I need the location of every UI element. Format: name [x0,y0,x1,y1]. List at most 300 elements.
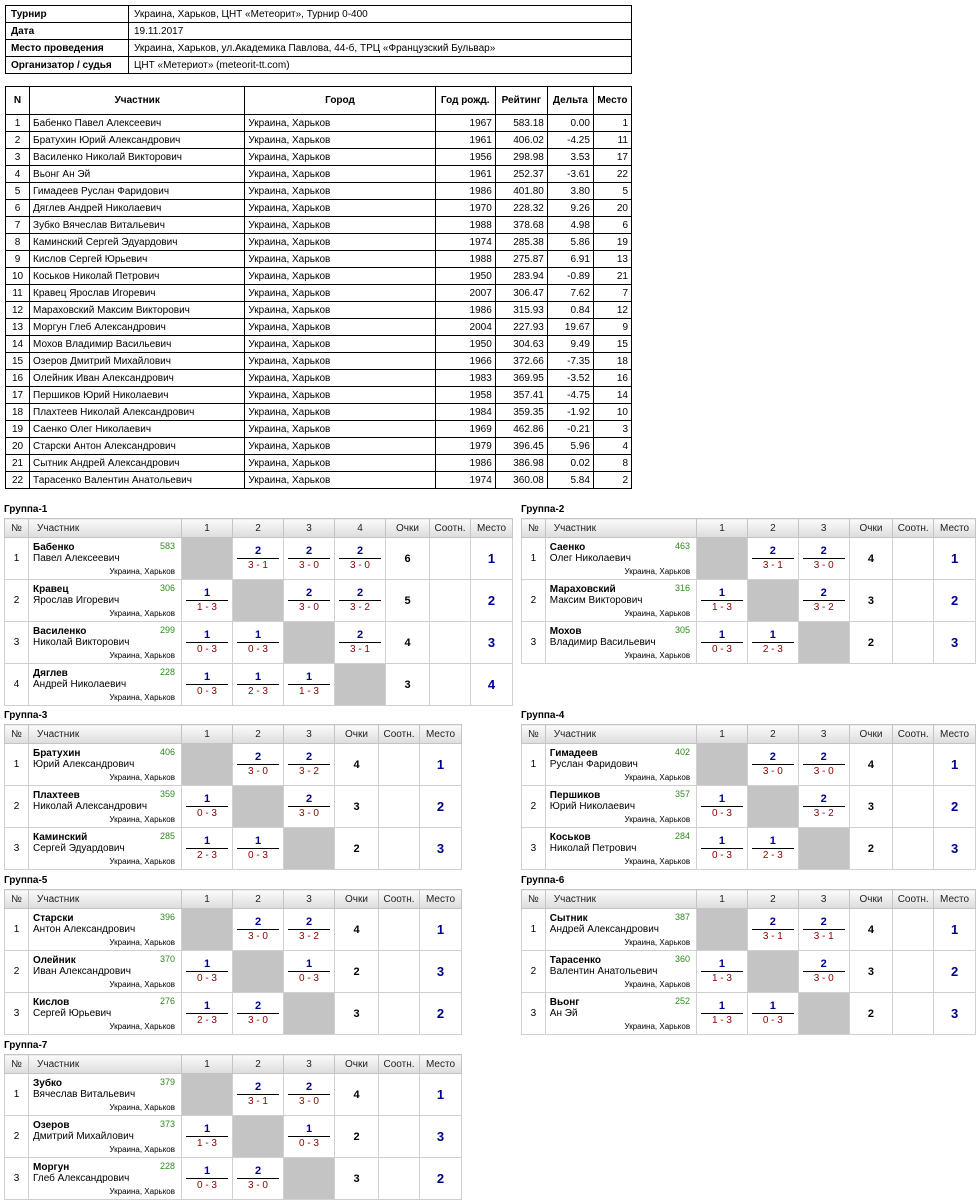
cell-place: 6 [593,217,631,234]
cell-birth-year: 1986 [435,302,495,319]
match-sets: 3 - 2 [349,602,370,613]
match-result-cell[interactable] [697,993,748,1035]
match-result-cell[interactable] [747,828,798,870]
player-cell[interactable] [29,1074,182,1116]
player-rating: 359 [159,789,175,799]
match-sets: 0 - 3 [762,1015,783,1026]
cell-place: 13 [593,251,631,268]
match-score [701,835,743,862]
table-row [6,404,632,421]
cell-no: 10 [6,268,30,285]
match-result-cell[interactable] [233,664,284,706]
player-points: 2 [849,993,893,1035]
col-header-participant: Участник [545,725,696,744]
match-result-cell[interactable] [697,622,748,664]
player-name: Антон Александрович [33,924,136,935]
match-result-cell[interactable] [798,538,849,580]
col-header-delta: Дельта [547,87,593,115]
match-result-cell[interactable] [798,744,849,786]
match-score [752,751,794,778]
cell-city: Украина, Харьков [245,285,435,302]
match-result-cell[interactable] [284,744,335,786]
match-points: 1 [288,1123,330,1137]
cell-no: 21 [6,455,30,472]
cell-place: 11 [593,132,631,149]
group-row [522,909,976,951]
group-row [5,580,513,622]
match-score [288,751,330,778]
player-place: 3 [420,828,462,870]
player-cell[interactable] [545,909,696,951]
info-row-organizer [6,57,632,74]
table-row [6,166,632,183]
col-header-ratio: Соотн. [893,725,934,744]
cell-rating: 583.18 [495,115,547,132]
match-result-cell[interactable] [747,909,798,951]
cell-place: 16 [593,370,631,387]
match-result-cell[interactable] [233,744,284,786]
cell-rating: 359.35 [495,404,547,421]
group-header-row [5,519,513,538]
player-place: 2 [934,951,976,993]
player-number: 2 [5,580,29,622]
col-header-points: Очки [386,519,430,538]
match-sets: 0 - 3 [196,686,217,697]
cell-birth-year: 1958 [435,387,495,404]
match-score [752,916,794,943]
match-result-cell[interactable] [284,786,335,828]
match-points: 2 [288,916,330,930]
player-cell[interactable] [545,580,696,622]
player-cell[interactable] [545,828,696,870]
cell-birth-year: 1961 [435,132,495,149]
match-sets: 3 - 1 [247,560,268,571]
col-header-opponent: 1 [182,890,233,909]
match-result-cell[interactable] [233,1074,284,1116]
player-cell[interactable] [545,951,696,993]
player-ratio [379,1158,420,1200]
player-rating: 360 [675,954,691,964]
player-name: Олег Николаевич [549,553,631,564]
player-rating: 402 [675,747,691,757]
match-score [186,629,228,656]
match-sets: 1 - 3 [711,602,732,613]
match-sets: 2 - 3 [196,850,217,861]
group-row [5,951,462,993]
player-name: Сергей Юрьевич [33,1008,112,1019]
player-name: Ярослав Игоревич [33,595,120,606]
player-surname: Кислов [33,997,70,1008]
match-result-cell[interactable] [747,538,798,580]
table-row [6,387,632,404]
group-row [522,622,976,664]
player-ratio [430,580,471,622]
group-block [521,503,976,664]
cell-city: Украина, Харьков [245,217,435,234]
player-surname: Мараховский [549,584,616,595]
match-result-cell[interactable] [284,580,335,622]
table-row [6,319,632,336]
match-result-cell[interactable] [284,951,335,993]
cell-participant: Старски Антон Александрович [30,438,245,455]
player-number: 3 [522,622,546,664]
match-result-cell[interactable] [697,828,748,870]
player-city: Украина, Харьков [109,980,175,989]
player-name: Владимир Васильевич [549,637,656,648]
match-points: 1 [752,835,794,849]
col-header-place: Место [420,725,462,744]
col-header-no: № [522,725,546,744]
match-result-cell[interactable] [284,664,335,706]
col-header-opponent: 1 [182,725,233,744]
col-header-ratio: Соотн. [893,519,934,538]
player-number: 1 [5,909,29,951]
player-cell[interactable] [545,538,696,580]
cell-city: Украина, Харьков [245,251,435,268]
group-block [521,874,976,1035]
player-cell[interactable] [545,744,696,786]
cell-participant: Коськов Николай Петрович [30,268,245,285]
table-row [6,302,632,319]
match-sets: 3 - 0 [762,766,783,777]
match-score [237,1081,279,1108]
cell-delta: 3.80 [547,183,593,200]
match-points: 1 [186,1123,228,1137]
cell-city: Украина, Харьков [245,455,435,472]
self-match-cell [182,538,233,580]
group-block [4,874,462,1035]
group-table [521,724,976,870]
cell-no: 19 [6,421,30,438]
match-result-cell[interactable] [182,622,233,664]
group-header-row [5,725,462,744]
cell-no: 9 [6,251,30,268]
group-header-row [522,890,976,909]
player-number: 3 [522,828,546,870]
match-sets: 3 - 0 [813,766,834,777]
match-sets: 0 - 3 [247,644,268,655]
match-result-cell[interactable] [182,1158,233,1200]
match-result-cell[interactable] [747,993,798,1035]
cell-rating: 315.93 [495,302,547,319]
cell-participant: Кравец Ярослав Игоревич [30,285,245,302]
info-value: 19.11.2017 [129,23,632,40]
player-ratio [430,622,471,664]
player-cell[interactable] [29,580,182,622]
match-result-cell[interactable] [182,951,233,993]
player-surname: Братухин [33,748,81,759]
col-header-opponent: 1 [697,519,748,538]
match-sets: 1 - 3 [298,686,319,697]
cell-rating: 298.98 [495,149,547,166]
cell-birth-year: 1974 [435,472,495,489]
player-points: 3 [849,786,893,828]
match-result-cell[interactable] [747,622,798,664]
match-result-cell[interactable] [284,1074,335,1116]
player-number: 1 [5,1074,29,1116]
col-header-opponent: 2 [747,519,798,538]
table-row [6,234,632,251]
match-points: 1 [752,629,794,643]
match-sets: 3 - 1 [247,1096,268,1107]
match-points: 1 [701,835,743,849]
col-header-points: Очки [849,890,893,909]
match-result-cell[interactable] [233,828,284,870]
match-score [752,835,794,862]
match-points: 2 [803,916,845,930]
group-title: Группа-7 [4,1040,48,1051]
group-row [5,993,462,1035]
match-result-cell[interactable] [335,580,386,622]
player-rating: 228 [159,1161,175,1171]
player-cell[interactable] [29,1158,182,1200]
player-points: 2 [335,1116,379,1158]
player-points: 2 [849,622,893,664]
match-result-cell[interactable] [233,538,284,580]
match-points: 2 [803,587,845,601]
group-row [5,1074,462,1116]
match-result-cell[interactable] [798,951,849,993]
match-result-cell[interactable] [233,909,284,951]
player-place: 2 [420,993,462,1035]
player-place: 3 [934,828,976,870]
player-points: 4 [849,909,893,951]
player-rating: 305 [675,625,691,635]
player-ratio [893,744,934,786]
player-number: 1 [5,538,29,580]
match-score [237,545,279,572]
player-place: 2 [934,580,976,622]
player-cell[interactable] [545,786,696,828]
cell-birth-year: 1983 [435,370,495,387]
match-score [237,916,279,943]
match-result-cell[interactable] [182,664,233,706]
match-sets: 3 - 0 [813,560,834,571]
match-score [237,1000,279,1027]
match-result-cell[interactable] [697,580,748,622]
player-cell[interactable] [545,622,696,664]
group-row [5,622,513,664]
cell-delta: -0.21 [547,421,593,438]
cell-delta: 9.26 [547,200,593,217]
match-result-cell[interactable] [182,1116,233,1158]
match-result-cell[interactable] [697,786,748,828]
player-surname: Саенко [549,542,586,553]
match-sets: 3 - 0 [247,1015,268,1026]
player-surname: Гимадеев [549,748,598,759]
self-match-cell [182,1074,233,1116]
player-cell[interactable] [29,622,182,664]
match-result-cell[interactable] [335,622,386,664]
cell-birth-year: 2004 [435,319,495,336]
match-result-cell[interactable] [335,538,386,580]
match-result-cell[interactable] [182,786,233,828]
player-name: Дмитрий Михайлович [33,1131,134,1142]
cell-place: 22 [593,166,631,183]
cell-city: Украина, Харьков [245,421,435,438]
cell-birth-year: 1950 [435,268,495,285]
cell-delta: 0.00 [547,115,593,132]
match-score [752,545,794,572]
player-number: 2 [522,786,546,828]
player-cell[interactable] [29,744,182,786]
col-header-participant: Участник [29,890,182,909]
cell-birth-year: 1950 [435,336,495,353]
self-match-cell [697,538,748,580]
cell-delta: -3.52 [547,370,593,387]
cell-place: 3 [593,421,631,438]
table-row [6,268,632,285]
player-city: Украина, Харьков [109,1187,175,1196]
cell-birth-year: 1986 [435,455,495,472]
match-points: 2 [288,751,330,765]
match-result-cell[interactable] [182,580,233,622]
cell-birth-year: 1988 [435,217,495,234]
cell-birth-year: 1974 [435,234,495,251]
player-name: Руслан Фаридович [549,759,638,770]
cell-birth-year: 1961 [435,166,495,183]
col-header-no: № [5,890,29,909]
match-score [803,958,845,985]
cell-no: 8 [6,234,30,251]
match-result-cell[interactable] [798,909,849,951]
player-cell[interactable] [29,1116,182,1158]
self-match-cell [233,1116,284,1158]
match-points: 2 [339,587,381,601]
self-match-cell [798,993,849,1035]
match-result-cell[interactable] [182,993,233,1035]
player-points: 4 [335,1074,379,1116]
cell-participant: Першиков Юрий Николаевич [30,387,245,404]
info-label: Место проведения [6,40,129,57]
table-row [6,251,632,268]
match-result-cell[interactable] [747,744,798,786]
cell-no: 14 [6,336,30,353]
player-surname: Бабенко [33,542,75,553]
player-rating: 284 [675,831,691,841]
cell-rating: 285.38 [495,234,547,251]
group-block [4,1039,462,1200]
match-points: 2 [803,958,845,972]
match-points: 1 [288,958,330,972]
match-points: 1 [186,1000,228,1014]
match-score [701,1000,743,1027]
cell-city: Украина, Харьков [245,353,435,370]
group-header-row [5,890,462,909]
player-cell[interactable] [29,664,182,706]
match-score [237,629,279,656]
match-result-cell[interactable] [284,909,335,951]
match-points: 2 [237,1000,279,1014]
match-sets: 3 - 0 [298,1096,319,1107]
match-points: 1 [237,629,279,643]
match-result-cell[interactable] [233,622,284,664]
player-city: Украина, Харьков [109,651,175,660]
table-row [6,200,632,217]
match-result-cell[interactable] [182,828,233,870]
player-ratio [379,1116,420,1158]
cell-rating: 306.47 [495,285,547,302]
cell-place: 17 [593,149,631,166]
match-score [288,587,330,614]
match-sets: 3 - 1 [762,560,783,571]
match-result-cell[interactable] [284,538,335,580]
match-result-cell[interactable] [284,1116,335,1158]
match-result-cell[interactable] [798,786,849,828]
match-points: 1 [186,587,228,601]
group-header-row [522,519,976,538]
player-city: Украина, Харьков [109,609,175,618]
match-result-cell[interactable] [798,580,849,622]
player-place: 3 [420,951,462,993]
self-match-cell [284,993,335,1035]
col-header-ratio: Соотн. [379,725,420,744]
info-label: Дата [6,23,129,40]
match-points: 2 [752,545,794,559]
cell-no: 3 [6,149,30,166]
col-header-participant: Участник [545,890,696,909]
player-number: 1 [522,538,546,580]
match-points: 2 [237,545,279,559]
player-cell[interactable] [29,993,182,1035]
group-table [4,889,462,1035]
match-score [186,793,228,820]
cell-rating: 372.66 [495,353,547,370]
player-place: 2 [934,786,976,828]
match-sets: 3 - 2 [298,931,319,942]
player-city: Украина, Харьков [624,938,691,947]
player-cell[interactable] [29,828,182,870]
player-cell[interactable] [29,538,182,580]
cell-rating: 378.68 [495,217,547,234]
match-points: 1 [237,835,279,849]
table-row [6,336,632,353]
player-name: Сергей Эдуардович [33,843,125,854]
match-score [803,587,845,614]
player-number: 3 [5,1158,29,1200]
player-ratio [379,951,420,993]
match-result-cell[interactable] [233,1158,284,1200]
cell-rating: 386.98 [495,455,547,472]
player-cell[interactable] [545,993,696,1035]
col-header-opponent: 2 [233,1055,284,1074]
match-score [803,916,845,943]
player-place: 3 [934,993,976,1035]
col-header-participant: Участник [29,519,182,538]
participants-table [5,86,632,489]
match-sets: 0 - 3 [196,1180,217,1191]
player-number: 1 [5,744,29,786]
player-cell[interactable] [29,951,182,993]
col-header-opponent: 2 [747,890,798,909]
col-header-opponent: 3 [798,890,849,909]
match-result-cell[interactable] [233,993,284,1035]
player-cell[interactable] [29,786,182,828]
col-header-opponent: 3 [284,1055,335,1074]
player-points: 3 [386,664,430,706]
col-header-no: № [5,1055,29,1074]
match-score [803,793,845,820]
match-sets: 2 - 3 [762,644,783,655]
self-match-cell [284,622,335,664]
cell-delta: 3.53 [547,149,593,166]
col-header-place: Место [934,519,976,538]
player-surname: Першиков [549,790,601,801]
player-ratio [893,580,934,622]
player-cell[interactable] [29,909,182,951]
player-surname: Тарасенко [549,955,602,966]
match-result-cell[interactable] [697,951,748,993]
